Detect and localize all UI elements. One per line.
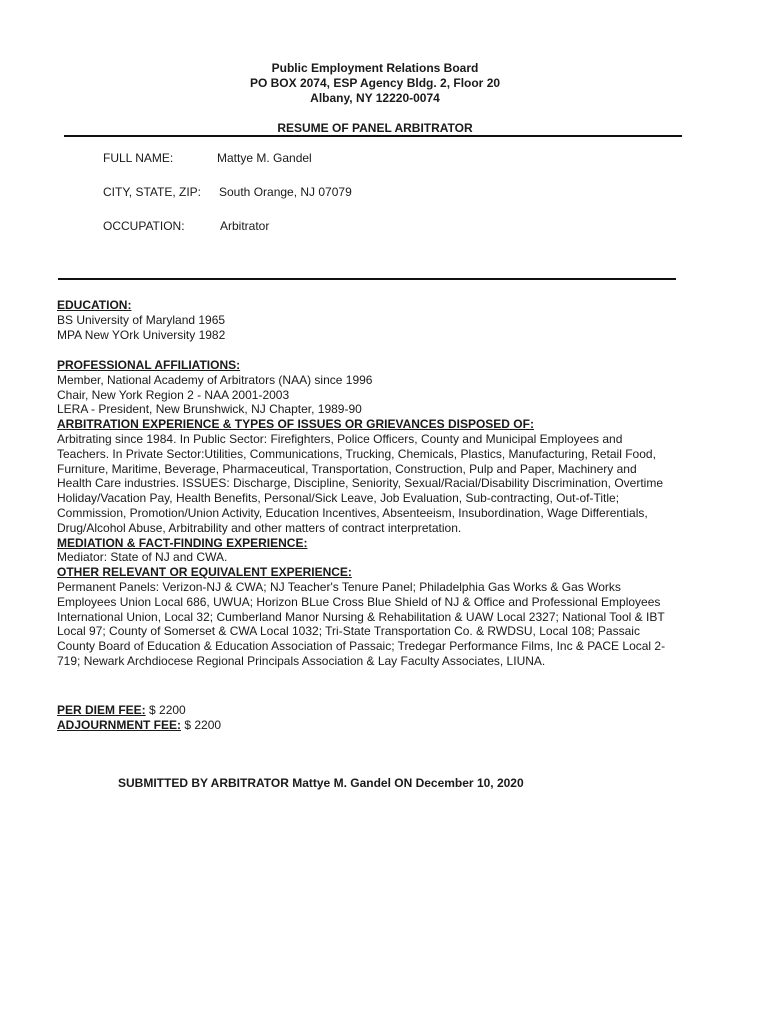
fees-section bbox=[57, 703, 697, 733]
organization-address: PO BOX 2074, ESP Agency Bldg. 2, Floor 20 bbox=[249, 76, 501, 90]
affiliations-heading: PROFESSIONAL AFFILIATIONS: bbox=[57, 358, 241, 372]
mediation-heading: MEDIATION & FACT-FINDING EXPERIENCE: bbox=[57, 535, 308, 550]
arbitration-text: Arbitrating since 1984. In Public Sector: Firefighters, Police Officers, County and Municipal Employees and Teachers. In Private Sector:Utilities, Communications, Trucking, Chemicals, Plastics, Manufacturing, Retail Food, Furniture, Maritime, Beverage, Pharmaceutical, Transportation, Construction, Pulp and Paper, Machinery and Health Care industries. ISSUES: Discharge, Discipline, Seniority, Sexual/Racial/Disability Discrimination, Overtime Holiday/Vacation Pay, Health Benefits, Personal/Sick Leave, Job Evaluation, Sub-contracting, Out-of-Title; Commission, Promotion/Union Activity, Education Incentives, Absenteeism, Insubordination, Wage Differentials, Drug/Alcohol Abuse, Arbitrability and other matters of contract interpretation. bbox=[57, 431, 663, 535]
affiliation-item: Member, National Academy of Arbitrators (NAA) since 1996 bbox=[57, 372, 373, 387]
per-diem-value: $ 2200 bbox=[145, 703, 186, 717]
affiliation-item: Chair, New York Region 2 - NAA 2001-2003 bbox=[57, 387, 290, 402]
full-name-value: Mattye M. Gandel bbox=[217, 151, 312, 165]
per-diem-fee bbox=[57, 703, 697, 718]
middle-divider bbox=[58, 278, 676, 280]
adjournment-fee bbox=[57, 718, 697, 733]
full-name-label: FULL NAME: bbox=[103, 151, 174, 165]
submitted-statement: SUBMITTED BY ARBITRATOR Mattye M. Gandel ON December 10, 2020 bbox=[118, 776, 524, 790]
education-item: BS University of Maryland 1965 bbox=[57, 312, 226, 327]
mediation-text: Mediator: State of NJ and CWA. bbox=[57, 550, 228, 565]
occupation-value: Arbitrator bbox=[220, 219, 270, 233]
occupation-label: OCCUPATION: bbox=[103, 219, 185, 233]
city-value: South Orange, NJ 07079 bbox=[219, 185, 352, 199]
affiliation-item: LERA - President, New Brunshwick, NJ Chapter, 1989-90 bbox=[57, 402, 362, 417]
organization-city: Albany, NY 12220-0074 bbox=[310, 91, 440, 105]
adjournment-value: $ 2200 bbox=[181, 717, 222, 732]
organization-name: Public Employment Relations Board bbox=[271, 61, 479, 75]
education-section bbox=[57, 298, 697, 342]
experience-section bbox=[57, 358, 697, 669]
per-diem-label: PER DIEM FEE: bbox=[57, 703, 146, 717]
education-heading: EDUCATION: bbox=[57, 298, 132, 312]
city-label: CITY, STATE, ZIP: bbox=[103, 185, 202, 199]
arbitration-heading: ARBITRATION EXPERIENCE & TYPES OF ISSUES OR GRIEVANCES DISPOSED OF: bbox=[57, 417, 534, 432]
document-title: RESUME OF PANEL ARBITRATOR bbox=[277, 121, 473, 135]
top-divider bbox=[64, 135, 682, 137]
adjournment-label: ADJOURNMENT FEE: bbox=[57, 717, 182, 732]
other-experience-heading: OTHER RELEVANT OR EQUIVALENT EXPERIENCE: bbox=[57, 565, 352, 580]
other-experience-text: Permanent Panels: Verizon-NJ & CWA; NJ Teacher's Tenure Panel; Philadelphia Gas Works & Gas Works Employees Union Local 686, UWUA; Horizon BLue Cross Blue Shield of NJ & Office and Professional Employees International Union, Local 32; Cumberland Manor Nursing & Rehabilitation & UAW Local 2327; National Tool & IBT Local 97; County of Somerset & CWA Local 1032; Tri-State Transportation Co. & RWDSU, Local 108; Passaic County Board of Education & Education Association of Passaic; Tredegar Performance Films, Inc & PACE Local 2- 719; Newark Archdiocese Regional Principals Association & Lay Faculty Associates, LIUNA. bbox=[57, 579, 666, 668]
education-item: MPA New YOrk University 1982 bbox=[57, 327, 226, 342]
